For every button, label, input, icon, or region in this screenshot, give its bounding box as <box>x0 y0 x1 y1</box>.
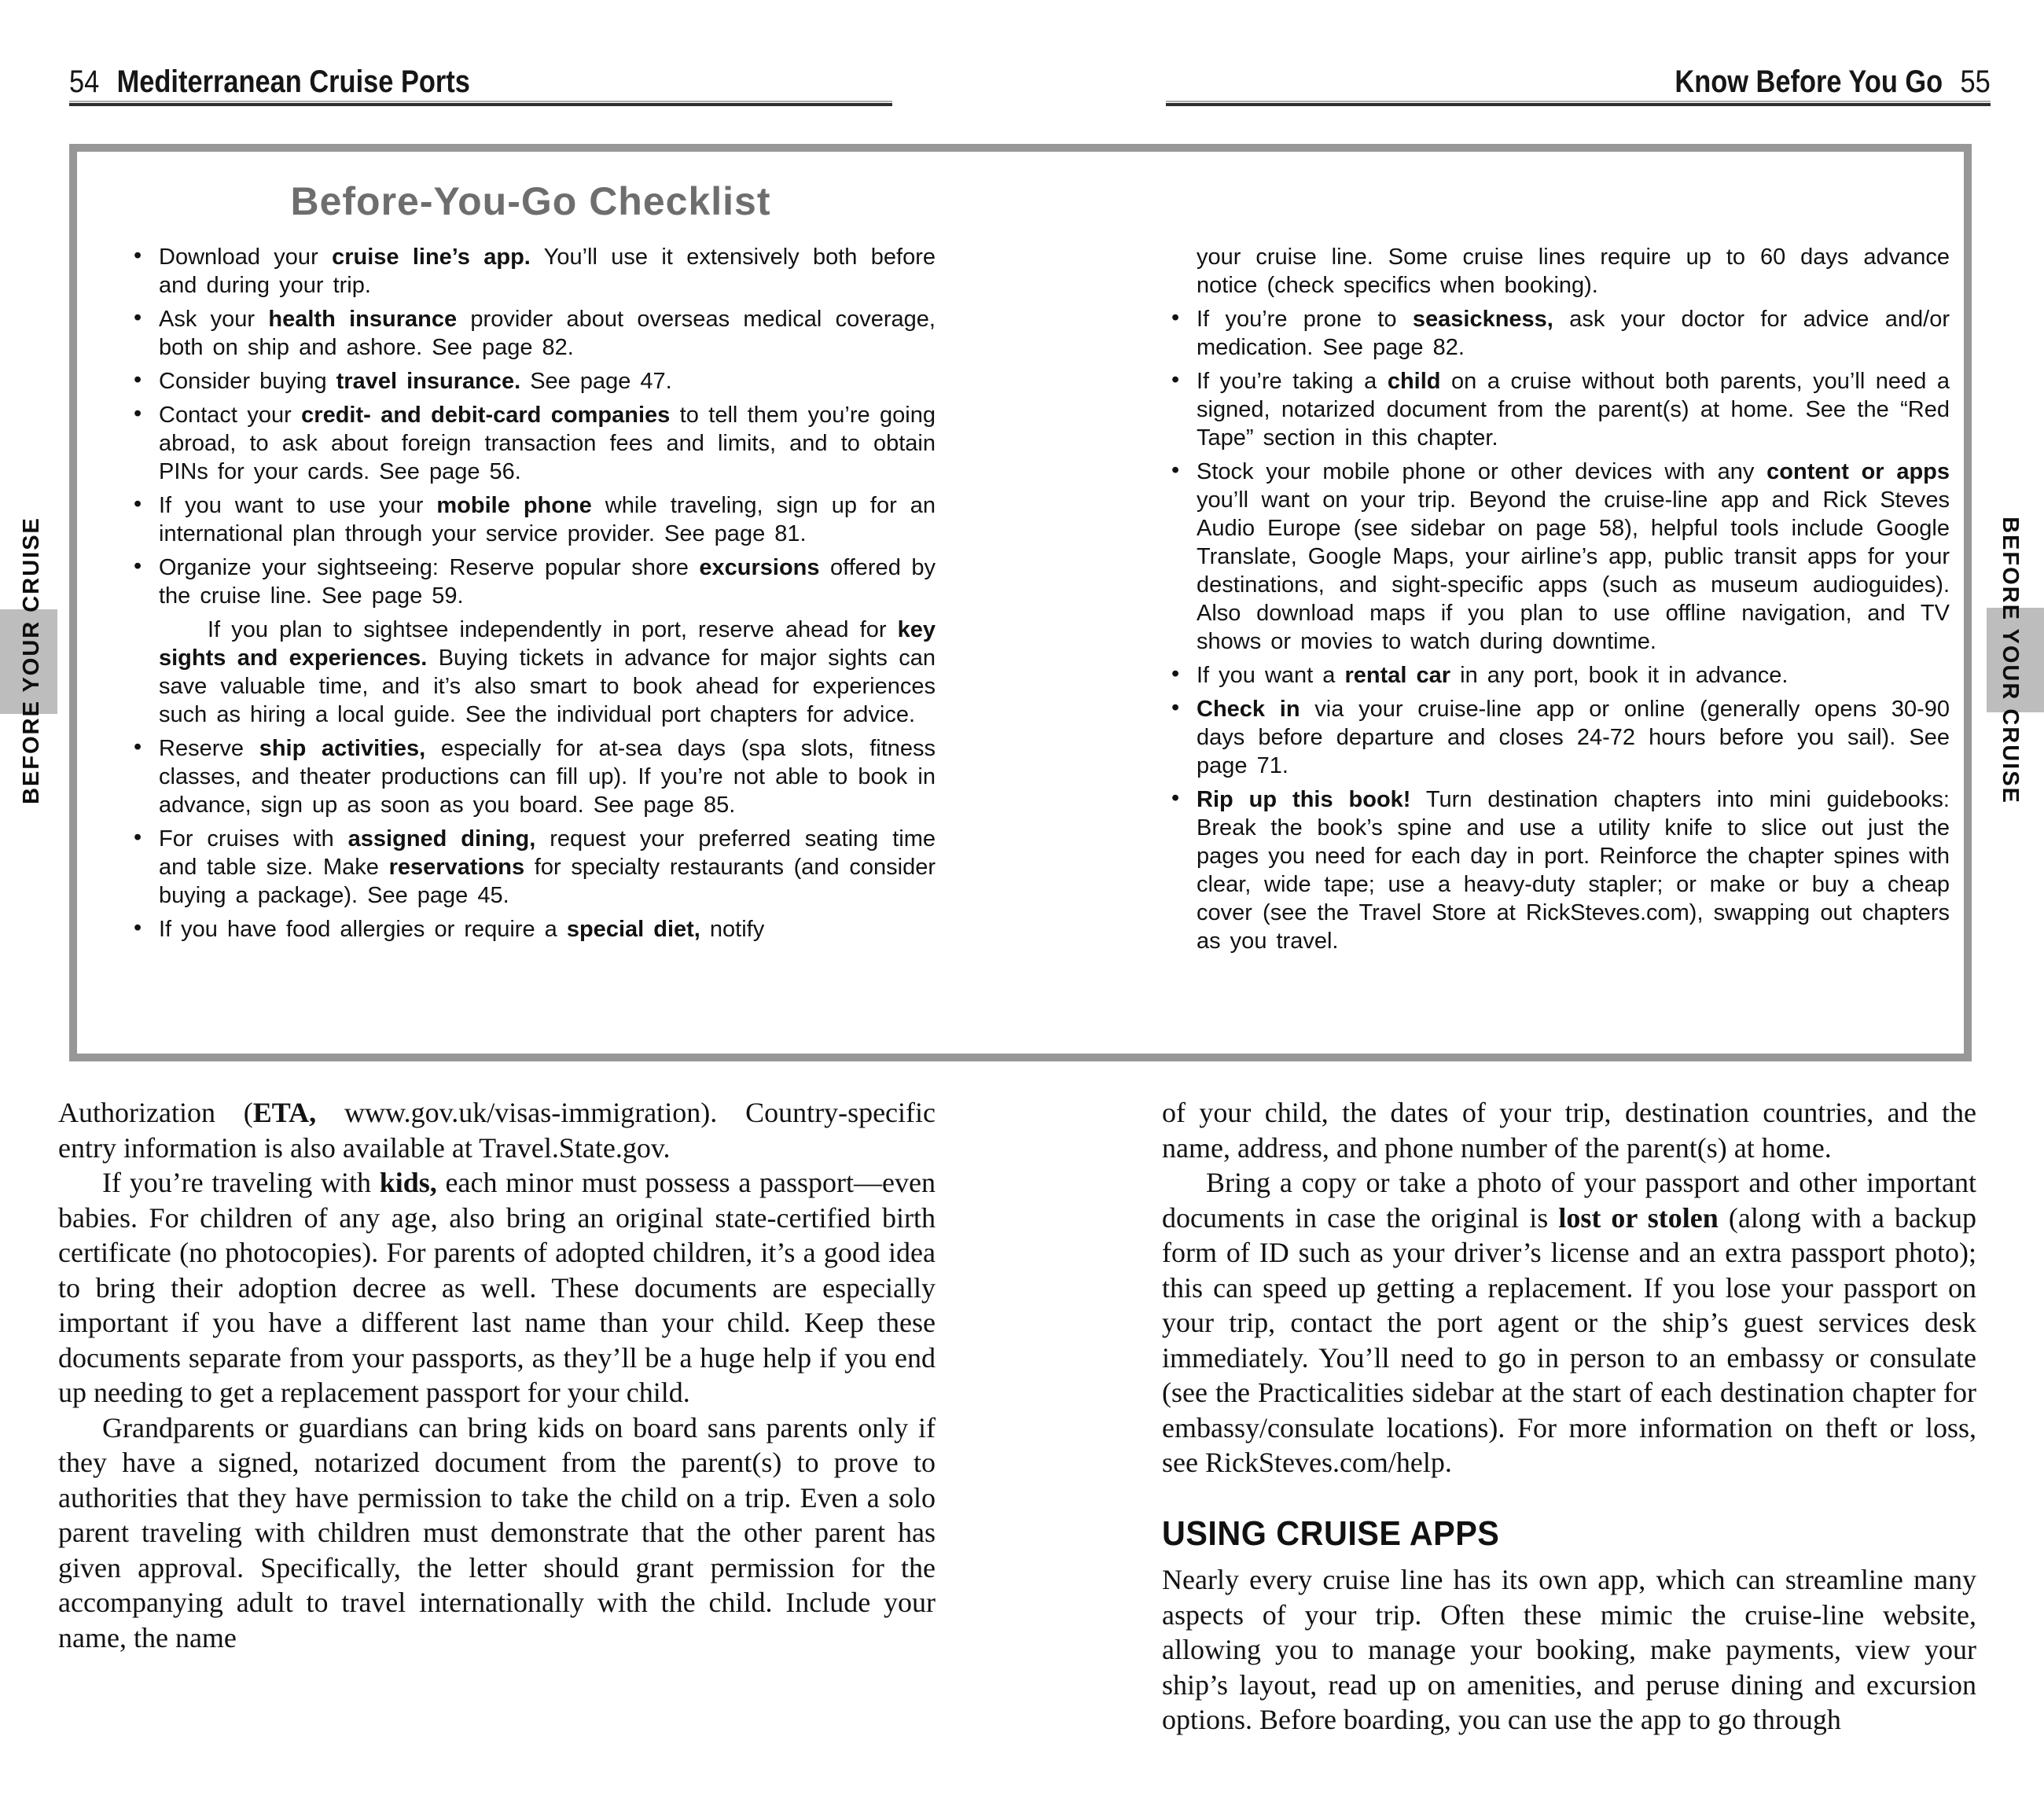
text-run: Authorization ( <box>58 1097 253 1128</box>
bullet-marker: • <box>1171 305 1180 330</box>
chapter-title: Know Before You Go <box>1675 64 1943 99</box>
text-run: ask your doctor for advice and/or medication. See page 82. <box>1197 307 1950 360</box>
bold-text-run: assigned dining, <box>347 826 536 851</box>
text-run: request your preferred seating time and table size. Make <box>159 826 936 880</box>
bullet-marker: • <box>1171 785 1180 811</box>
checklist-item <box>1164 695 1950 780</box>
text-run: If you’re prone to <box>1197 307 1413 332</box>
body-column-right <box>1162 1095 1976 1738</box>
bold-text-run: Check in <box>1197 697 1300 722</box>
bullet-marker: • <box>134 825 142 850</box>
text-run: Bring a copy or take a photo of your passport and other important documents in case the original is <box>1162 1167 1976 1234</box>
text-run: notify <box>700 917 765 942</box>
text-run: See page 47. <box>520 369 672 394</box>
bold-text-run: lost or stolen <box>1558 1201 1719 1234</box>
running-header-left-text <box>69 64 470 100</box>
bullet-marker: • <box>1171 661 1180 686</box>
page-number-right: 55 <box>1960 64 1991 99</box>
text-run: offered by the cruise line. See page 59. <box>159 555 936 609</box>
checklist-item <box>126 915 936 943</box>
checklist-item <box>126 367 936 395</box>
header-rule-right <box>1166 101 1991 106</box>
checklist-item <box>126 554 936 610</box>
text-run: Stock your mobile phone or other devices with any <box>1197 459 1767 484</box>
bullet-marker: • <box>1171 695 1180 720</box>
chapter-tab-label-left: BEFORE YOUR CRUISE <box>19 517 44 804</box>
text-run: For cruises with <box>159 826 348 851</box>
body-paragraph <box>1162 1165 1976 1480</box>
text-run: via your cruise-line app or online (generally opens 30-90 days before departure and closes 24-72 hours before you sail). See page 71. <box>1197 697 1950 778</box>
running-header-left <box>69 64 535 100</box>
checklist-item <box>1164 785 1950 955</box>
text-run: Consider buying <box>159 369 336 394</box>
text-run: If you’re traveling with <box>102 1167 380 1198</box>
checklist-item <box>1164 661 1950 690</box>
checklist-item <box>126 491 936 548</box>
text-run: www.gov.uk/visas-immigration). Country-specific entry information is also available at Travel.State.gov. <box>58 1097 936 1164</box>
text-run: You’ll use it extensively both before and during your trip. <box>159 245 936 298</box>
bullet-marker: • <box>134 305 142 330</box>
checklist-title: Before-You-Go Checklist <box>290 179 771 223</box>
section-heading: USING CRUISE APPS <box>1162 1514 1500 1553</box>
text-run: If you plan to sightsee independently in port, reserve ahead for <box>208 617 898 642</box>
text-run: If you want a <box>1197 663 1345 688</box>
bullet-marker: • <box>134 491 142 517</box>
bold-text-run: ETA, <box>252 1097 317 1128</box>
body-paragraph <box>1162 1095 1976 1165</box>
body-paragraph <box>1162 1562 1976 1738</box>
bold-text-run: ship activities, <box>259 736 426 761</box>
bold-text-run: cruise line’s app. <box>332 245 531 270</box>
bullet-marker: • <box>134 554 142 579</box>
bullet-marker: • <box>134 915 142 940</box>
bold-text-run: child <box>1387 369 1441 394</box>
text-run: Nearly every cruise line has its own app, which can streamline many aspects of your trip. Often these mimic the cruise-line website, allowing you to manage your booking, make payments, view your ship’s layout, read up on amenities, and peruse dining and excursion options. Before boarding, you can use the app to go through <box>1162 1564 1976 1735</box>
bullet-marker: • <box>1171 458 1180 483</box>
body-paragraph <box>58 1095 936 1165</box>
bold-text-run: Rip up this book! <box>1197 787 1411 812</box>
bullet-marker: • <box>134 401 142 426</box>
text-run: Buying tickets in advance for major sights can save valuable time, and it’s also smart to book ahead for experiences such as hiring a local guide. See the individual port chapters for advice. <box>159 646 936 727</box>
text-run: Ask your <box>159 307 269 332</box>
text-run: Organize your sightseeing: Reserve popular shore <box>159 555 700 580</box>
checklist-item <box>126 243 936 300</box>
bullet-marker: • <box>134 243 142 268</box>
bold-text-run: credit- and debit-card companies <box>301 403 671 428</box>
checklist-item <box>1164 458 1950 656</box>
checklist-item <box>126 401 936 486</box>
bold-text-run: kids, <box>379 1167 437 1198</box>
text-run: Download your <box>159 245 333 270</box>
checklist-continuation-text <box>1164 243 1950 300</box>
bold-text-run: excursions <box>699 555 820 580</box>
bold-text-run: travel insurance. <box>336 369 521 394</box>
text-run: (along with a backup form of ID such as your driver’s license and an extra passport photo); this can speed up getting a replacement. If you lose your passport on your trip, contact the port agent or the ship’s guest services desk immediately. You’ll need to go in person to an embassy or consulate (see the Practicalities sidebar at the start of each destination chapter for embassy/consulate locations). For more information on theft or loss, see RickSteves.com/help. <box>1162 1201 1977 1478</box>
text-run: provider about overseas medical coverage, both on ship and ashore. See page 82. <box>159 307 936 360</box>
checklist-continuation-text <box>126 616 936 729</box>
header-rule-left <box>69 101 892 106</box>
text-run: to tell them you’re going abroad, to ask about foreign transaction fees and limits, and to obtain PINs for your cards. See page 56. <box>159 403 936 484</box>
text-run: in any port, book it in advance. <box>1450 663 1788 688</box>
page-number-left: 54 <box>69 64 100 99</box>
bold-text-run: reservations <box>388 855 525 880</box>
bold-text-run: key sights and experiences. <box>159 617 936 671</box>
text-run: Turn destination chapters into mini guidebooks: Break the book’s spine and use a utility knife to slice out just the pages you need for each day in port. Reinforce the chapter spines with clear, wide tape; use a heavy-duty stapler; or make or buy a cheap cover (see the Travel Store at RickSteves.com), swapping out chapters as you travel. <box>1197 787 1950 954</box>
bold-text-run: content or apps <box>1766 459 1950 484</box>
body-paragraph <box>58 1165 936 1411</box>
checklist-column-left <box>126 243 936 949</box>
checklist-item <box>126 825 936 910</box>
text-run: for specialty restaurants (and consider buying a package). See page 45. <box>159 855 936 908</box>
bold-text-run: mobile phone <box>436 493 592 518</box>
text-run: If you have food allergies or require a <box>159 917 567 942</box>
bold-text-run: health insurance <box>268 307 458 332</box>
text-run: while traveling, sign up for an international plan through your service provider. See page 81. <box>159 493 936 546</box>
body-column-left <box>58 1095 936 1655</box>
checklist-item <box>126 305 936 362</box>
book-title: Mediterranean Cruise Ports <box>116 64 470 99</box>
text-run: Reserve <box>159 736 259 761</box>
text-run: Grandparents or guardians can bring kids on board sans parents only if they have a signed, notarized document from the parent(s) to prove to authorities that they have permission to take the child on a trip. Even a solo parent traveling with children must demonstrate that the other parent has given approval. Specifically, the letter should grant permission for the accompanying adult to travel internationally with the child. Include your name, the name <box>58 1411 936 1653</box>
text-run: each minor must possess a passport—even babies. For children of any age, also bring an original state-certified birth certificate (no photocopies). For parents of adopted children, it’s a good idea to bring their adoption decree as well. These documents are especially important if you have a different last name than your child. Keep these documents separate from your passports, as they’ll be a huge help if you end up needing to get a replacement passport for your child. <box>58 1167 936 1408</box>
text-run: If you’re taking a <box>1197 369 1388 394</box>
checklist-item <box>1164 305 1950 362</box>
text-run: If you want to use your <box>159 493 437 518</box>
checklist-sidebar-box <box>69 144 1972 1061</box>
checklist-item <box>126 734 936 819</box>
bold-text-run: special diet, <box>566 917 700 942</box>
text-run: of your child, the dates of your trip, destination countries, and the name, address, and phone number of the parent(s) at home. <box>1162 1097 1976 1164</box>
bold-text-run: seasickness, <box>1412 307 1553 332</box>
bullet-marker: • <box>134 734 142 760</box>
bullet-marker: • <box>134 367 142 392</box>
running-header-right-text <box>1675 64 1991 100</box>
bold-text-run: rental car <box>1344 663 1451 688</box>
chapter-tab-label-right: BEFORE YOUR CRUISE <box>1998 517 2023 804</box>
text-run: your cruise line. Some cruise lines require up to 60 days advance notice (check specifics when booking). <box>1197 245 1950 298</box>
body-paragraph <box>58 1411 936 1656</box>
running-header-right <box>1623 64 1991 100</box>
checklist-item <box>1164 367 1950 452</box>
bullet-marker: • <box>1171 367 1180 392</box>
checklist-column-right <box>1164 243 1950 961</box>
text-run: on a cruise without both parents, you’ll need a signed, notarized document from the parent(s) at home. See the “Red Tape” section in this chapter. <box>1197 369 1950 451</box>
text-run: especially for at-sea days (spa slots, fitness classes, and theater productions can fill up). If you’re not able to book in advance, sign up as soon as you board. See page 85. <box>159 736 936 818</box>
text-run: you’ll want on your trip. Beyond the cruise-line app and Rick Steves Audio Europe (see sidebar on page 58), helpful tools include Google Translate, Google Maps, your airline’s app, public transit apps for your destinations, and sight-specific apps (such as museum audioguides). Also download maps if you plan to use offline navigation, and TV shows or movies to watch during downtime. <box>1197 487 1950 654</box>
text-run: Contact your <box>159 403 302 428</box>
